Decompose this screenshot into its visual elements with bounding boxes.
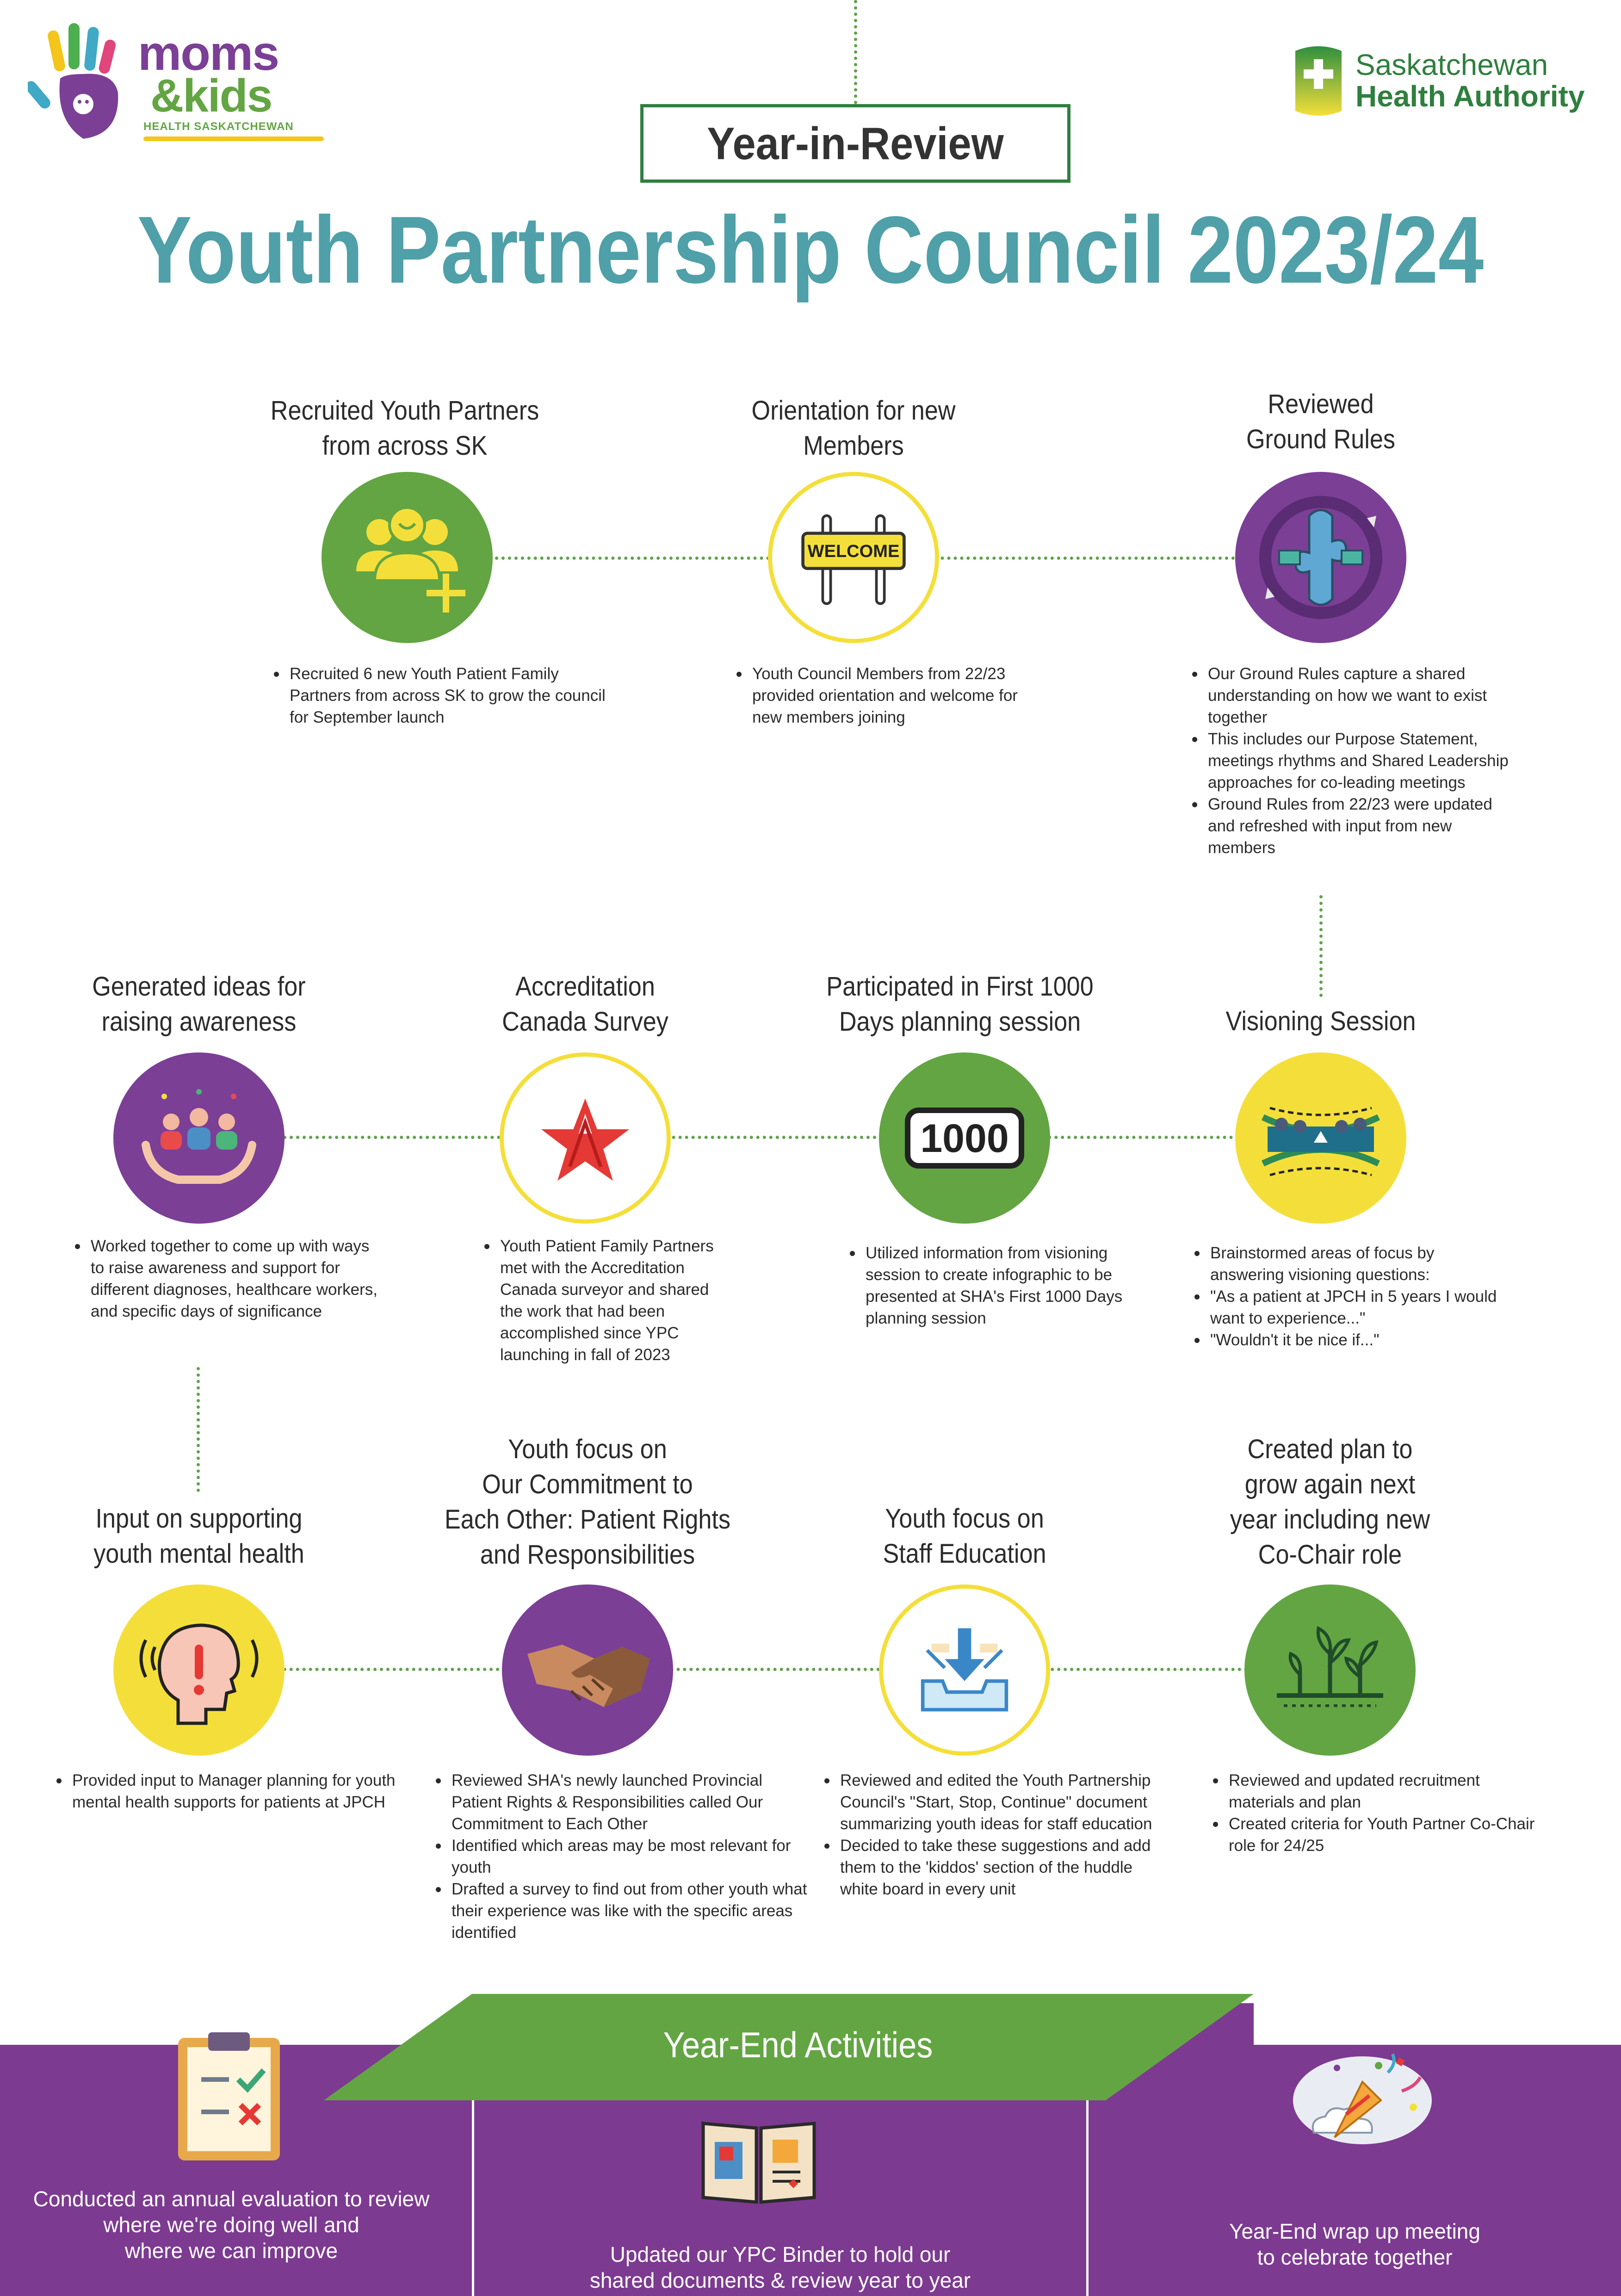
- row3-item2-title: Youth focus on Our Commitment to Each Other: Patient Rights and Responsibilities: [444, 1434, 731, 1570]
- row1-item1-bullets: Recruited 6 new Youth Patient Family Partners from across SK to grow the council for September launch: [268, 663, 613, 728]
- sprouts-icon: [1244, 1584, 1416, 1756]
- page-title: Youth Partnership Council 2023/24: [137, 197, 1484, 303]
- handshake-icon: [502, 1584, 673, 1756]
- bridge-icon: [1235, 1052, 1406, 1224]
- awareness-circle: [113, 1052, 285, 1224]
- sha-logo: [1291, 42, 1605, 125]
- row2-item2-bullets: Youth Patient Family Partners met with the Accreditation Canada surveyor and shared the work that had been accomplished since YPC launching in fall of 2023: [479, 1235, 731, 1366]
- row2-item4-bullets: Brainstormed areas of focus by answering visioning questions: "As a patient at JPCH in 5 years I would want to experience..." "Wouldn't it be nice if...": [1189, 1242, 1511, 1351]
- row3-item2-bullets: Reviewed SHA's newly launched Provincial Patient Rights & Responsibilities called Our Commitment to Each Other Identified which areas may be most relevant for youth Drafted a survey to find out from other youth what their experience was like with the specific areas identified: [430, 1770, 812, 1943]
- party-popper-icon: [1281, 2040, 1443, 2156]
- band-white-wedge-right: [1254, 2003, 1621, 2045]
- welcome-sign-icon: [772, 476, 935, 639]
- orientation-circle: [768, 472, 939, 643]
- moms-kids-logo: [28, 23, 324, 148]
- sha-line1: Saskatchewan: [1355, 48, 1548, 81]
- sha-line2: Health Authority: [1355, 80, 1585, 113]
- staff-education-circle: [879, 1584, 1050, 1756]
- row1-item3-title: Reviewed Ground Rules: [1246, 389, 1396, 454]
- row2-item2-title: Accreditation Canada Survey: [502, 972, 668, 1037]
- row1-item2-bullets: Youth Council Members from 22/23 provided orientation and welcome for new members joining: [731, 663, 1034, 728]
- logo-underline: [143, 136, 324, 141]
- svg-text:1000: 1000: [920, 1116, 1009, 1161]
- visioning-circle: [1235, 1052, 1406, 1224]
- year-in-review-badge: [640, 104, 1070, 183]
- row3-item4-title: Created plan to grow again next year including new Co-Chair role: [1230, 1434, 1430, 1570]
- head-alert-icon: [113, 1584, 285, 1756]
- row2-connector: [264, 1136, 1240, 1139]
- year-end-item2-text: Updated our YPC Binder to hold our shared documents & review year to year: [589, 2242, 971, 2292]
- number-1000-icon: [879, 1052, 1050, 1224]
- handprint-icon: [28, 23, 139, 143]
- people-plus-icon: [322, 472, 493, 643]
- recruit-circle: [322, 472, 493, 643]
- open-binder-icon: [699, 2114, 819, 2207]
- row2-row3-connector: [197, 1367, 200, 1492]
- header-connector-line: [854, 0, 857, 104]
- svg-text:WELCOME: WELCOME: [807, 542, 900, 562]
- row3-connector: [264, 1668, 1268, 1671]
- row3-item4-bullets: Reviewed and updated recruitment materials and plan Created criteria for Youth Partner Co-Chair role for 24/25: [1207, 1770, 1543, 1857]
- row3-item3-title: Youth focus on Staff Education: [883, 1504, 1046, 1569]
- logo-moms: moms: [138, 26, 279, 80]
- accreditation-star-icon: [504, 1057, 667, 1219]
- row2-item3-bullets: Utilized information from visioning session to create infographic to be presented at SHA's First 1000 Days planning session: [844, 1242, 1143, 1329]
- row2-item3-title: Participated in First 1000 Days planning session: [826, 972, 1094, 1037]
- row3-item3-bullets: Reviewed and edited the Youth Partnership Council's "Start, Stop, Continue" document summarizing youth ideas for staff education Decided to take these suggestions and add them to the 'kiddos' section of the huddle white board in every unit: [819, 1770, 1164, 1900]
- clipboard-checklist-icon: [173, 2029, 285, 2163]
- row2-item1-bullets: Worked together to come up with ways to raise awareness and support for different diagnoses, healthcare workers, and specific days of significance: [69, 1235, 387, 1322]
- logo-tagline: HEALTH SASKATCHEWAN: [143, 120, 294, 133]
- mental-health-circle: [113, 1584, 285, 1756]
- community-hands-icon: [113, 1052, 285, 1224]
- year-end-item1-text: Conducted an annual evaluation to review where we're doing well and where we can improve: [33, 2187, 430, 2263]
- year-end-item3-text: Year-End wrap up meeting to celebrate together: [1229, 2219, 1480, 2269]
- logo-kids: &kids: [150, 70, 272, 122]
- row1-row2-connector: [1319, 895, 1323, 997]
- year-end-heading: Year-End Activities: [663, 2024, 933, 2065]
- first-1000-circle: [879, 1052, 1050, 1224]
- commitment-circle: [502, 1584, 673, 1756]
- row3-item1-bullets: Provided input to Manager planning for youth mental health supports for patients at JPCH: [51, 1770, 405, 1813]
- row2-item4-title: Visioning Session: [1225, 1006, 1416, 1036]
- row1-item2-title: Orientation for new Members: [751, 396, 956, 461]
- row2-item1-title: Generated ideas for raising awareness: [92, 972, 306, 1037]
- inbox-download-icon: [883, 1589, 1046, 1751]
- sha-cross-icon: [1291, 42, 1346, 120]
- puzzle-cycle-icon: [1235, 472, 1406, 643]
- accreditation-circle: [500, 1052, 671, 1224]
- grow-plan-circle: [1244, 1584, 1416, 1756]
- row1-item1-title: Recruited Youth Partners from across SK: [270, 396, 539, 461]
- row3-item1-title: Input on supporting youth mental health: [93, 1504, 304, 1569]
- badge-text: Year-in-Review: [707, 118, 1004, 169]
- row1-item3-bullets: Our Ground Rules capture a shared understanding on how we want to exist together This includes our Purpose Statement, meetings rhythms and Shared Leadership approaches for co-leading meetings Ground Rules from 22/23 were updated and refreshed with input from new members: [1187, 663, 1522, 859]
- ground-rules-circle: [1235, 472, 1406, 643]
